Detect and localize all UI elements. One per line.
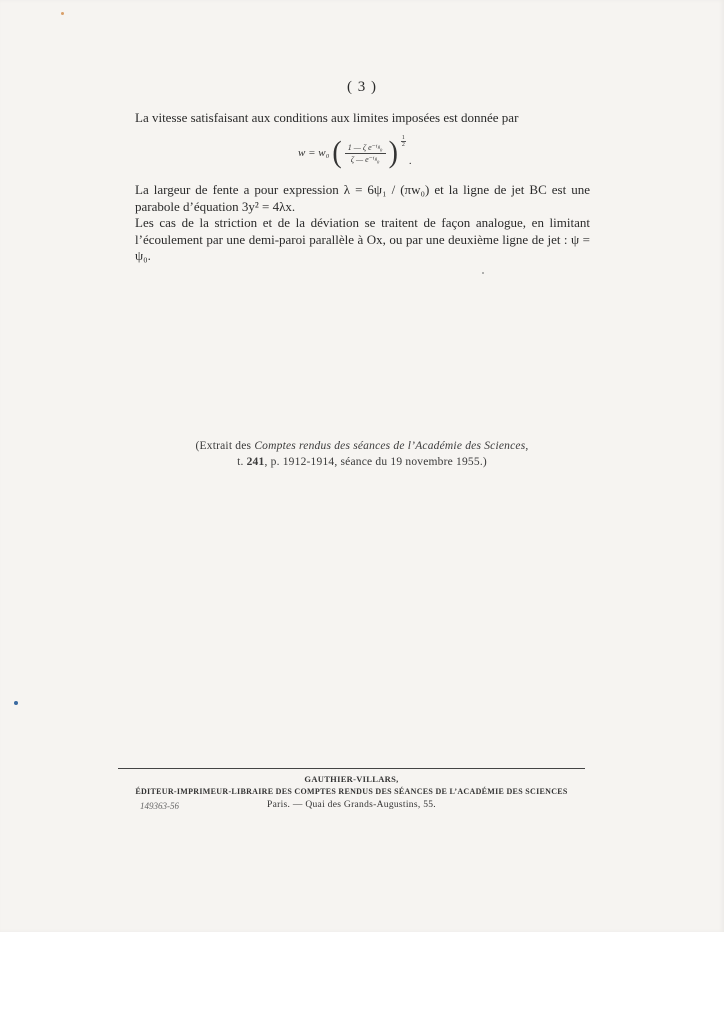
imprint-publisher: GAUTHIER-VILLARS, [304, 774, 399, 784]
left-paren: ( [332, 135, 342, 170]
imprint-address: Paris. — Quai des Grands-Augustins, 55. [267, 800, 436, 810]
paragraph-slit-width: La largeur de fente a pour expression λ = 6ψ₁ / (πw₀) et la ligne de jet BC est une parabole d’équation 3y² = 4λx. [135, 182, 590, 214]
extract-citation [0, 438, 724, 470]
paragraph-velocity: La vitesse satisfaisant aux conditions aux limites imposées est donnée par [135, 110, 519, 125]
extract-comma: , [525, 440, 529, 452]
paragraph-striction: Les cas de la striction et de la déviation se traitent de façon analogue, en limitant l’écoulement par une demi-paroi parallèle à Ox, ou par une deuxième ligne de jet : ψ = ψ₀. [135, 215, 590, 263]
exponent-denominator: 2 [401, 142, 405, 148]
formula-exponent [401, 135, 406, 148]
exponent-numerator: 1 [401, 135, 405, 141]
formula-lhs: w = w₀ [298, 147, 330, 159]
imprint-divider [118, 768, 585, 769]
velocity-formula [298, 135, 412, 170]
imprint-print-code: 149363-56 [140, 801, 179, 811]
extract-journal-title: Comptes rendus des séances de l’Académie des Sciences [254, 440, 526, 452]
formula-denominator: ζ — e⁻ⁱᵍ₀ [350, 154, 380, 164]
paper-speck [61, 12, 64, 15]
extract-tome-prefix: t. [237, 456, 247, 468]
imprint-role: ÉDITEUR-IMPRIMEUR-LIBRAIRE DES COMPTES RENDUS DES SÉANCES DE L’ACADÉMIE DES SCIENCES [135, 787, 568, 796]
extract-pages-session: , p. 1912-1914, séance du 19 novembre 1955.) [264, 456, 487, 468]
formula-period: . [408, 155, 412, 167]
formula-numerator: 1 — ζ e⁻ⁱᵍ₀ [345, 143, 386, 154]
formula-fraction [345, 143, 386, 164]
page-number: ( 3 ) [347, 79, 377, 95]
paper-speck [482, 272, 484, 274]
paper-speck [14, 701, 18, 705]
extract-open: (Extrait des [195, 440, 255, 452]
extract-tome: 241 [246, 456, 265, 468]
right-paren: ) [388, 135, 398, 170]
